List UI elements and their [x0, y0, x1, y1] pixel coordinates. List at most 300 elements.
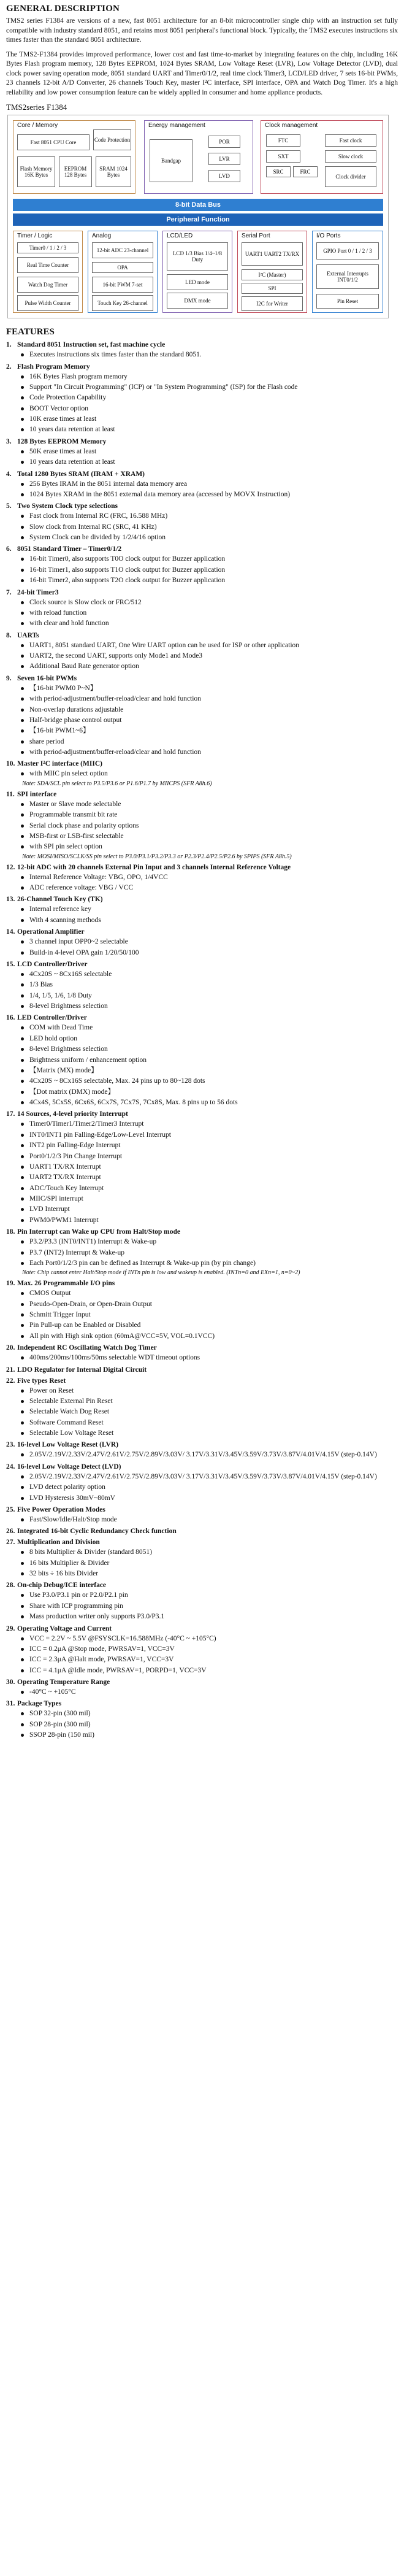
feature-sublist	[6, 447, 398, 467]
feature-heading	[6, 1528, 398, 1535]
feature-subitem: 16-bit Timer0, also supports T0O clock output for Buzzer application	[29, 555, 398, 563]
feature-sublist	[6, 769, 398, 778]
feature-item	[6, 928, 398, 957]
feature-subitem: ADC reference voltage: VBG / VCC	[29, 883, 398, 892]
lvr-block: LVR	[208, 153, 240, 165]
feature-heading	[6, 1344, 398, 1351]
feature-number: 10.	[6, 760, 15, 768]
feature-heading	[6, 760, 398, 767]
lcd-led-group	[162, 231, 232, 313]
feature-sublist	[6, 1120, 398, 1225]
feature-sublist	[6, 372, 398, 434]
analog-title: Analog	[92, 233, 112, 240]
feature-heading	[6, 1539, 398, 1546]
frc-block: FRC	[293, 166, 318, 177]
feature-number: 31.	[6, 1700, 15, 1708]
feature-title: On-chip Debug/ICE interface	[17, 1582, 107, 1590]
feature-number: 2.	[6, 363, 12, 371]
pulse-width-counter-block: Pulse Width Counter	[17, 295, 78, 311]
feature-number: 9.	[6, 674, 12, 682]
feature-subitem: ADC/Touch Key Interrupt	[29, 1184, 398, 1193]
feature-item	[6, 760, 398, 786]
feature-title: LDO Regulator for Internal Digital Circuit	[17, 1366, 147, 1374]
feature-item	[6, 589, 398, 628]
feature-title: 16-level Low Voltage Detect (LVD)	[17, 1463, 121, 1471]
feature-item	[6, 545, 398, 585]
feature-subitem: 8 bits Multiplier & Divider (standard 8051)	[29, 1548, 398, 1556]
feature-subitem: ICC = 2.3μA @Halt mode, PWRSAV=1, VCC=3V	[29, 1655, 398, 1664]
bandgap-block: Bandgap	[150, 139, 192, 182]
code-protection-block: Code Protection	[93, 129, 131, 150]
feature-heading	[6, 471, 398, 478]
feature-title: 8051 Standard Timer – Timer0/1/2	[17, 545, 122, 553]
feature-subitem: Serial clock phase and polarity options	[29, 821, 398, 830]
feature-number: 11.	[6, 790, 15, 798]
feature-subitem: share period	[29, 737, 398, 746]
feature-title: Total 1280 Bytes SRAM (IRAM + XRAM)	[17, 470, 145, 478]
feature-title: Operating Voltage and Current	[17, 1624, 112, 1632]
feature-subitem: SOP 28-pin (300 mil)	[29, 1720, 398, 1729]
feature-subitem: Mass production writer only supports P3.0/P3.1	[29, 1612, 398, 1621]
spi-block: SPI	[242, 283, 303, 294]
feature-subitem: Slow clock from Internal RC (SRC, 41 KHz)	[29, 523, 398, 531]
feature-item	[6, 363, 398, 434]
energy-management-group	[144, 120, 253, 194]
watch-dog-timer-block: Watch Dog Timer	[17, 277, 78, 293]
feature-subitem: 1/4, 1/5, 1/6, 1/8 Duty	[29, 991, 398, 1000]
feature-sublist	[6, 970, 398, 1011]
feature-title: 16-level Low Voltage Reset (LVR)	[17, 1441, 119, 1449]
feature-subitem: Selectable External Pin Reset	[29, 1397, 398, 1405]
pwm-16bit-block: 16-bit PWM 7-set	[92, 277, 153, 293]
sram-block: SRAM 1024 Bytes	[96, 156, 131, 187]
feature-heading	[6, 928, 398, 936]
feature-heading	[6, 1228, 398, 1236]
feature-heading	[6, 864, 398, 871]
feature-number: 3.	[6, 437, 12, 445]
feature-subitem: UART2 TX/RX Interrupt	[29, 1173, 398, 1182]
feature-sublist	[6, 1688, 398, 1696]
feature-item	[6, 341, 398, 359]
lvd-block: LVD	[208, 170, 240, 182]
peripheral-bus: Peripheral Function	[13, 213, 383, 226]
feature-heading	[6, 896, 398, 903]
feature-subitem: UART2, the second UART, supports only Mode1 and Mode3	[29, 652, 398, 660]
feature-subitem: with period-adjustment/buffer-reload/clear and hold function	[29, 748, 398, 756]
feature-item	[6, 1280, 398, 1340]
features-heading: FEATURES	[6, 327, 55, 337]
feature-item	[6, 1582, 398, 1621]
feature-subitem: Non-overlap durations adjustable	[29, 706, 398, 714]
feature-number: 23.	[6, 1441, 15, 1449]
feature-item	[6, 1506, 398, 1524]
feature-heading	[6, 545, 398, 553]
core-memory-group	[13, 120, 135, 194]
feature-sublist	[6, 800, 398, 852]
feature-sublist	[6, 873, 398, 893]
feature-number: 21.	[6, 1366, 15, 1374]
feature-subitem: 8-level Brightness selection	[29, 1002, 398, 1010]
feature-number: 12.	[6, 863, 15, 871]
block-diagram	[7, 115, 389, 318]
feature-item	[6, 1700, 398, 1739]
feature-heading	[6, 438, 398, 445]
external-interrupts-block: External Interrupts INT0/1/2	[316, 264, 379, 289]
feature-item	[6, 864, 398, 893]
feature-heading	[6, 1678, 398, 1686]
serial-port-title: Serial Port	[242, 233, 270, 240]
feature-number: 22.	[6, 1377, 15, 1385]
feature-item	[6, 1228, 398, 1276]
feature-heading	[6, 1582, 398, 1589]
general-description-paragraph-2: The TMS2-F1384 provides improved performance, lower cost and fast time-to-market by integrating features on the chip, including 16K Bytes Flash program memory, 128 Bytes EEPROM, 1024 Bytes SRAM, Low Voltage Reset (LVR), Low Voltage Detector (LVD), dual clock power saving operation mode, 8051 standard UART and Timer0/1/2, real time clock Timer3, LCD/LED driver, 7 sets 16-bit PWMs, 23 channels 12-bit A/D Converter, 26 channels Touch Key, master I²C interface, SPI interface, OPA and Watch Dog Timer. It's a high reliability and low power consumption feature can be widely applied in consumer and home appliance products.	[6, 50, 398, 96]
feature-item	[6, 1539, 398, 1578]
feature-item	[6, 1377, 398, 1438]
feature-heading	[6, 341, 398, 348]
timer-group	[13, 231, 83, 313]
feature-number: 20.	[6, 1344, 15, 1352]
feature-subitem: Code Protection Capability	[29, 393, 398, 402]
feature-subitem: 4Cx20S ~ 8Cx16S selectable	[29, 970, 398, 978]
feature-subitem: 【Matrix (MX) mode】	[29, 1066, 398, 1075]
feature-sublist	[6, 1289, 398, 1340]
feature-heading	[6, 1625, 398, 1632]
feature-subitem: Selectable Watch Dog Reset	[29, 1407, 398, 1416]
feature-subitem: BOOT Vector option	[29, 404, 398, 413]
feature-subitem: ICC = 4.1μA @Idle mode, PWRSAV=1, PORPD=1, VCC=3V	[29, 1666, 398, 1675]
src-block: SRC	[266, 166, 291, 177]
feature-subitem: 16-bit Timer1, also supports T1O clock output for Buzzer application	[29, 566, 398, 574]
datasheet-page	[6, 4, 398, 1740]
dmx-mode-block: DMX mode	[167, 293, 228, 309]
feature-subitem: Brightness uniform / enhancement option	[29, 1056, 398, 1064]
feature-sublist	[6, 1634, 398, 1675]
feature-subitem: 1024 Bytes XRAM in the 8051 external data memory area (accessed by MOVX Instruction)	[29, 490, 398, 499]
feature-sublist	[6, 350, 398, 359]
general-description-heading: GENERAL DESCRIPTION	[6, 4, 120, 13]
feature-subitem: Executes instructions six times faster than the standard 8051.	[29, 350, 398, 359]
feature-number: 18.	[6, 1228, 15, 1236]
feature-heading	[6, 363, 398, 371]
adc-block: 12-bit ADC 23-channel	[92, 242, 153, 258]
feature-number: 17.	[6, 1110, 15, 1118]
feature-subitem: Master or Slave mode selectable	[29, 800, 398, 809]
feature-subitem: COM with Dead Time	[29, 1023, 398, 1032]
feature-title: Integrated 16-bit Cyclic Redundancy Check function	[17, 1528, 177, 1536]
feature-title: 26-Channel Touch Key (TK)	[17, 896, 103, 904]
feature-number: 30.	[6, 1678, 15, 1686]
feature-subitem: 32 bits ÷ 16 bits Divider	[29, 1569, 398, 1578]
timer0123-block: Timer0 / 1 / 2 / 3	[17, 242, 78, 253]
feature-subitem: Pin Pull-up can be Enabled or Disabled	[29, 1321, 398, 1329]
gpio-block: GPIO Port 0 / 1 / 2 / 3	[316, 242, 379, 260]
feature-heading	[6, 632, 398, 639]
serial-port-group	[237, 231, 307, 313]
feature-item	[6, 1528, 398, 1535]
feature-subitem: 【16-bit PWM1~6】	[29, 726, 398, 735]
feature-subitem: 10K erase times at least	[29, 415, 398, 423]
feature-subitem: With 4 scanning methods	[29, 916, 398, 925]
feature-heading	[6, 1014, 398, 1021]
feature-subitem: with SPI pin select option	[29, 842, 398, 851]
por-block: POR	[208, 136, 240, 148]
feature-subitem: Port0/1/2/3 Pin Change Interrupt	[29, 1152, 398, 1161]
feature-subitem: All pin with High sink option (60mA@VCC=5V, VOL=0.1VCC)	[29, 1332, 398, 1340]
clock-management-group	[261, 120, 383, 194]
feature-subitem: CMOS Output	[29, 1289, 398, 1298]
sxt-block: SXT	[266, 150, 300, 163]
i2c-writer-block: I2C for Writer	[242, 296, 303, 311]
feature-subitem: P3.2/P3.3 (INT0/INT1) Interrupt & Wake-up	[29, 1237, 398, 1246]
clock-management-title: Clock management	[265, 122, 318, 129]
feature-number: 19.	[6, 1280, 15, 1288]
feature-item	[6, 1110, 398, 1225]
feature-subitem: Fast/Slow/Idle/Halt/Stop mode	[29, 1515, 398, 1524]
touch-key-block: Touch Key 26-channel	[92, 295, 153, 311]
feature-subitem: 2.05V/2.19V/2.33V/2.47V/2.61V/2.75V/2.89V/3.03V/ 3.17V/3.31V/3.45V/3.59V/3.73V/3.87V/4.01V/4.15V (step-0.14V)	[29, 1472, 398, 1481]
feature-subitem: 16-bit Timer2, also supports T2O clock output for Buzzer application	[29, 576, 398, 585]
chip-block-diagram-title: TMS2series F1384	[6, 102, 67, 112]
led-mode-block: LED mode	[167, 274, 228, 290]
general-description-paragraph-1: TMS2 series F1384 are versions of a new, fast 8051 architecture for an 8-bit microcontroller single chip with an instruction set fully compatible with industry standard 8051, and retains most 8051 peripheral's functional block. Typically, the TMS2 executes instructions six times faster than the standard 8051 architecture.	[6, 17, 398, 44]
feature-sublist	[6, 1353, 398, 1362]
feature-note: Note: Chip cannot enter Halt/Stop mode if INTn pin is low and wakeup is enabled. (INTn=0 and EXn=1, n=0~2)	[22, 1269, 300, 1277]
feature-number: 28.	[6, 1582, 15, 1590]
feature-item	[6, 1463, 398, 1502]
feature-subitem: with period-adjustment/buffer-reload/clear and hold function	[29, 694, 398, 703]
feature-subitem: LVD detect polarity option	[29, 1483, 398, 1491]
io-ports-title: I/O Ports	[316, 233, 341, 240]
feature-subitem: System Clock can be divided by 1/2/4/16 option	[29, 533, 398, 542]
feature-title: Operating Temperature Range	[17, 1678, 110, 1686]
feature-subitem: Half-bridge phase control output	[29, 716, 398, 725]
feature-subitem: 10 years data retention at least	[29, 458, 398, 466]
feature-title: 128 Bytes EEPROM Memory	[17, 437, 107, 445]
feature-subitem: 8-level Brightness selection	[29, 1045, 398, 1053]
feature-title: SPI interface	[17, 790, 57, 798]
feature-item	[6, 961, 398, 1011]
feature-sublist	[6, 1237, 398, 1267]
feature-subitem: LVD Hysteresis 30mV~80mV	[29, 1494, 398, 1502]
feature-number: 6.	[6, 545, 12, 553]
feature-heading	[6, 791, 398, 798]
feature-number: 5.	[6, 502, 12, 510]
feature-heading	[6, 1377, 398, 1385]
timer-title: Timer / Logic	[17, 233, 53, 240]
feature-heading	[6, 589, 398, 596]
real-time-counter-block: Real Time Counter	[17, 257, 78, 273]
feature-note: Note: MOSI/MISO/SCLK/SS pin select to P3.0/P3.1/P3.2/P3.3 or P2.3/P2.4/P2.5/P2.6 by SPIPS (SFR A8h.5)	[22, 853, 292, 860]
feature-subitem: 16K Bytes Flash program memory	[29, 372, 398, 381]
feature-title: Max. 26 Programmable I/O pins	[17, 1280, 115, 1288]
feature-item	[6, 1625, 398, 1675]
feature-subitem: LED hold option	[29, 1034, 398, 1043]
io-ports-group	[312, 231, 383, 313]
feature-number: 26.	[6, 1528, 15, 1536]
feature-number: 29.	[6, 1624, 15, 1632]
feature-number: 7.	[6, 588, 12, 596]
feature-subitem: VCC = 2.2V ~ 5.5V @FSYSCLK=16.588MHz (-40°C ~ +105°C)	[29, 1634, 398, 1643]
feature-subitem: INT2 pin Falling-Edge Interrupt	[29, 1141, 398, 1150]
feature-note: Note: SDA/SCL pin select to P3.5/P3.6 or P1.6/P1.7 by MIICPS (SFR A8h.6)	[22, 780, 212, 787]
feature-item	[6, 791, 398, 860]
feature-subitem: Each Port0/1/2/3 pin can be defined as Interrupt & Wake-up pin (by pin change)	[29, 1259, 398, 1267]
feature-subitem: 16 bits Multiplier & Divider	[29, 1559, 398, 1567]
feature-subitem: 4Cx4S, 5Cx5S, 6Cx6S, 6Cx7S, 7Cx7S, 7Cx8S, Max. 8 pins up to 56 dots	[29, 1098, 398, 1107]
feature-title: Seven 16-bit PWMs	[17, 674, 77, 682]
feature-sublist	[6, 641, 398, 671]
feature-sublist	[6, 1450, 398, 1459]
feature-item	[6, 438, 398, 467]
feature-heading	[6, 1463, 398, 1471]
lcd-led-title: LCD/LED	[167, 233, 193, 240]
feature-item	[6, 1678, 398, 1696]
feature-subitem: 10 years data retention at least	[29, 425, 398, 434]
feature-number: 16.	[6, 1014, 15, 1022]
analog-group	[88, 231, 158, 313]
core-memory-title: Core / Memory	[17, 122, 58, 129]
feature-sublist	[6, 598, 398, 628]
feature-subitem: Power on Reset	[29, 1386, 398, 1395]
feature-item	[6, 502, 398, 542]
feature-subitem: with MIIC pin select option	[29, 769, 398, 778]
pin-reset-block: Pin Reset	[316, 294, 379, 309]
fast-clock-block: Fast clock	[325, 134, 376, 147]
feature-subitem: UART1 TX/RX Interrupt	[29, 1163, 398, 1171]
feature-subitem: 50K erase times at least	[29, 447, 398, 456]
feature-item	[6, 1344, 398, 1362]
feature-number: 1.	[6, 341, 12, 349]
feature-subitem: PWM0/PWM1 Interrupt	[29, 1216, 398, 1225]
feature-subitem: 400ms/200ms/100ms/50ms selectable WDT timeout options	[29, 1353, 398, 1362]
feature-title: Flash Program Memory	[17, 363, 90, 371]
feature-heading	[6, 1441, 398, 1448]
feature-subitem: Use P3.0/P3.1 pin or P2.0/P2.1 pin	[29, 1591, 398, 1599]
feature-sublist	[6, 905, 398, 925]
feature-subitem: INT0/INT1 pin Falling-Edge/Low-Level Interrupt	[29, 1131, 398, 1139]
feature-item	[6, 471, 398, 499]
feature-number: 25.	[6, 1505, 15, 1513]
feature-sublist	[6, 1472, 398, 1502]
feature-number: 13.	[6, 896, 15, 904]
feature-title: Five types Reset	[17, 1377, 66, 1385]
feature-subitem: Selectable Low Voltage Reset	[29, 1429, 398, 1437]
feature-number: 24.	[6, 1463, 15, 1471]
feature-sublist	[6, 1515, 398, 1524]
feature-list	[6, 341, 398, 1739]
feature-title: Package Types	[17, 1700, 62, 1708]
uart-block: UART1 UART2 TX/RX	[242, 242, 303, 266]
feature-heading	[6, 1280, 398, 1287]
feature-subitem: Additional Baud Rate generator option	[29, 662, 398, 671]
feature-subitem: Build-in 4-level OPA gain 1/20/50/100	[29, 948, 398, 957]
feature-title: LCD Controller/Driver	[17, 960, 88, 968]
feature-subitem: Clock source is Slow clock or FRC/512	[29, 598, 398, 607]
lcd-block: LCD 1/3 Bias 1/4~1/8 Duty	[167, 242, 228, 271]
feature-title: LED Controller/Driver	[17, 1014, 87, 1022]
feature-subitem: 4Cx20S ~ 8Cx16S selectable, Max. 24 pins up to 80~128 dots	[29, 1077, 398, 1085]
feature-title: Pin Interrupt can Wake up CPU from Halt/Stop mode	[17, 1228, 181, 1236]
feature-number: 8.	[6, 631, 12, 639]
eeprom-block: EEPROM 128 Bytes	[59, 156, 92, 187]
feature-subitem: 256 Bytes IRAM in the 8051 internal data memory area	[29, 480, 398, 488]
feature-title: UARTs	[17, 631, 39, 639]
feature-subitem: with clear and hold function	[29, 619, 398, 628]
feature-subitem: Support "In Circuit Programming" (ICP) or "In System Programming" (ISP) for the Flash code	[29, 383, 398, 391]
data-bus: 8-bit Data Bus	[13, 199, 383, 211]
feature-title: Five Power Operation Modes	[17, 1505, 105, 1513]
feature-sublist	[6, 512, 398, 542]
feature-sublist	[6, 1548, 398, 1578]
feature-subitem: 3 channel input OPP0~2 selectable	[29, 937, 398, 946]
feature-number: 27.	[6, 1539, 15, 1547]
feature-subitem: 2.05V/2.19V/2.33V/2.47V/2.61V/2.75V/2.89V/3.03V/ 3.17V/3.31V/3.45V/3.59V/3.73V/3.87V/4.01V/4.15V (step-0.14V)	[29, 1450, 398, 1459]
feature-title: 12-bit ADC with 20 channels External Pin Input and 3 channels Internal Reference Voltage	[17, 863, 291, 871]
feature-sublist	[6, 480, 398, 499]
feature-title: Independent RC Oscillating Watch Dog Timer	[17, 1344, 157, 1352]
feature-title: Multiplication and Division	[17, 1539, 100, 1547]
energy-management-title: Energy management	[148, 122, 205, 129]
feature-subitem: SSOP 28-pin (150 mil)	[29, 1731, 398, 1739]
feature-heading	[6, 675, 398, 682]
feature-subitem: 【16-bit PWM0 P~N】	[29, 684, 398, 693]
feature-subitem: 1/3 Bias	[29, 980, 398, 989]
feature-title: 24-bit Timer3	[17, 588, 59, 596]
feature-subitem: MSB-first or LSB-first selectable	[29, 832, 398, 840]
feature-number: 14.	[6, 928, 15, 936]
feature-subitem: 【Dot matrix (DMX) mode】	[29, 1088, 398, 1096]
feature-subitem: Timer0/Timer1/Timer2/Timer3 Interrupt	[29, 1120, 398, 1128]
feature-heading	[6, 1110, 398, 1118]
feature-subitem: Programmable transmit bit rate	[29, 810, 398, 819]
feature-sublist	[6, 1709, 398, 1739]
feature-sublist	[6, 1591, 398, 1621]
i2c-master-block: I²C (Master)	[242, 269, 303, 280]
feature-heading	[6, 1366, 398, 1374]
feature-subitem: Pseudo-Open-Drain, or Open-Drain Output	[29, 1300, 398, 1309]
feature-subitem: Schmitt Trigger Input	[29, 1310, 398, 1319]
feature-item	[6, 675, 398, 757]
feature-sublist	[6, 1386, 398, 1438]
feature-item	[6, 1366, 398, 1374]
feature-heading	[6, 502, 398, 510]
feature-item	[6, 1441, 398, 1459]
opa-block: OPA	[92, 262, 153, 273]
feature-sublist	[6, 555, 398, 585]
feature-heading	[6, 961, 398, 968]
ftc-block: FTC	[266, 134, 300, 147]
feature-sublist	[6, 684, 398, 757]
feature-item	[6, 896, 398, 925]
feature-sublist	[6, 1023, 398, 1107]
feature-title: Master I²C interface (MIIC)	[17, 760, 102, 768]
feature-subitem: Internal reference key	[29, 905, 398, 913]
feature-subitem: Software Command Reset	[29, 1418, 398, 1427]
feature-title: Two System Clock type selections	[17, 502, 118, 510]
feature-number: 15.	[6, 960, 15, 968]
feature-subitem: SOP 32-pin (300 mil)	[29, 1709, 398, 1718]
feature-subitem: -40°C ~ +105°C	[29, 1688, 398, 1696]
clock-divider-block: Clock divider	[325, 166, 376, 187]
feature-subitem: UART1, 8051 standard UART, One Wire UART option can be used for ISP or other application	[29, 641, 398, 650]
feature-subitem: Fast clock from Internal RC (FRC, 16.588 MHz)	[29, 512, 398, 520]
feature-item	[6, 1014, 398, 1107]
feature-subitem: P3.7 (INT2) Interrupt & Wake-up	[29, 1248, 398, 1257]
feature-title: 14 Sources, 4-level priority Interrupt	[17, 1110, 128, 1118]
slow-clock-block: Slow clock	[325, 150, 376, 163]
flash-memory-block: Flash Memory 16K Bytes	[17, 156, 55, 187]
cpu-core-block: Fast 8051 CPU Core	[17, 134, 90, 150]
